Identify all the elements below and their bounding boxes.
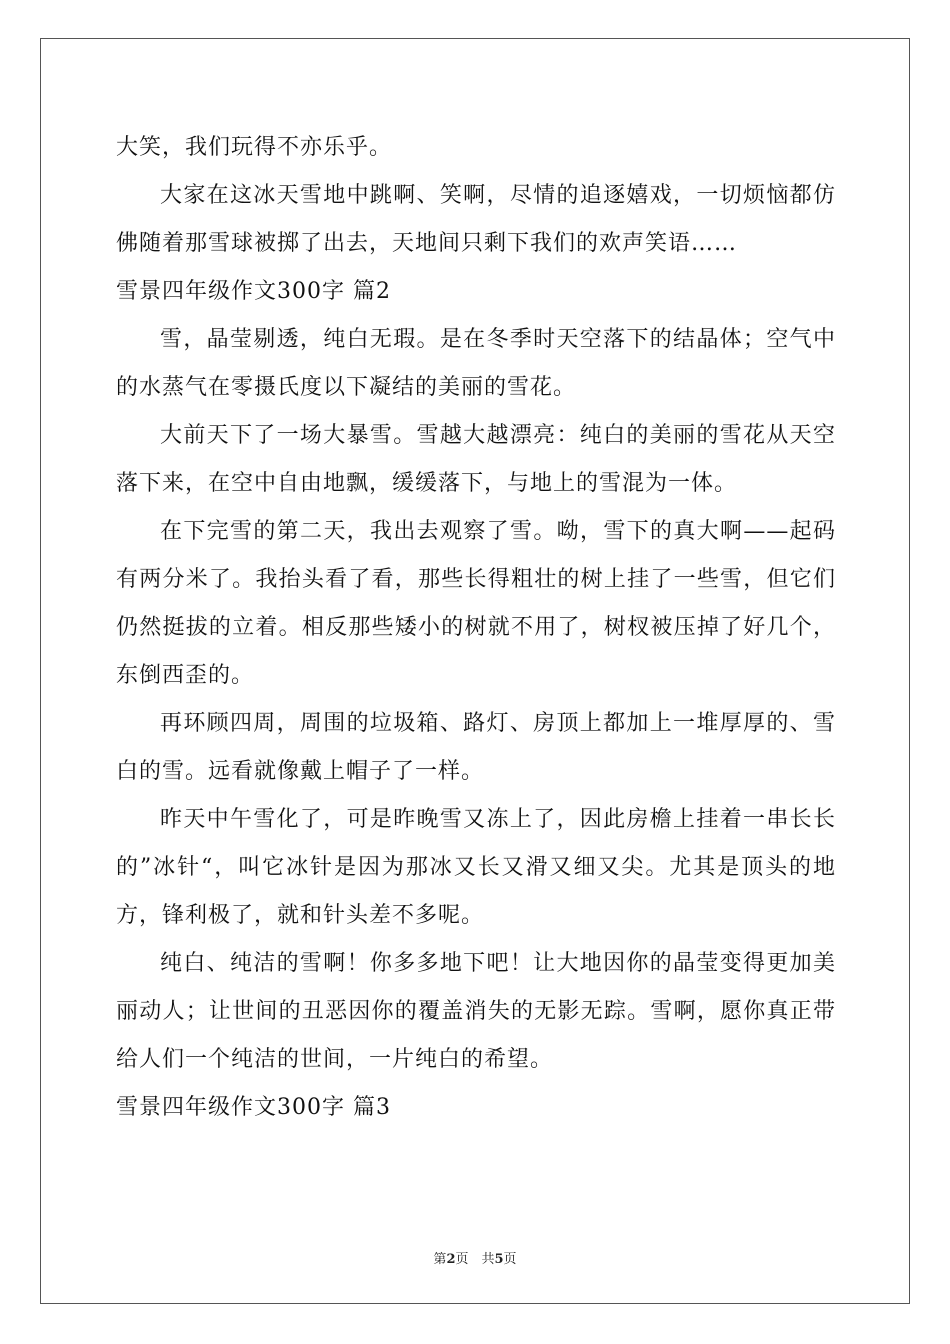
paragraph: 大家在这冰天雪地中跳啊、笑啊，尽情的追逐嬉戏，一切烦恼都仿佛随着那雪球被掷了出去，天地间只剩下我们的欢声笑语……	[116, 183, 836, 256]
paragraph: 大笑，我们玩得不亦乐乎。	[116, 135, 393, 160]
paragraph: 大前天下了一场大暴雪。雪越大越漂亮：纯白的美丽的雪花从天空落下来，在空中自由地飘，缓缓落下，与地上的雪混为一体。	[116, 423, 836, 496]
document-body	[116, 124, 836, 1132]
footer-suffix: 页	[503, 1252, 517, 1267]
paragraph: 纯白、纯洁的雪啊！你多多地下吧！让大地因你的晶莹变得更加美丽动人；让世间的丑恶因你的覆盖消失的无影无踪。雪啊，愿你真正带给人们一个纯洁的世间，一片纯白的希望。	[116, 951, 836, 1072]
current-page-number: 2	[446, 1252, 456, 1267]
footer-mid: 页 共	[455, 1252, 495, 1267]
paragraph: 再环顾四周，周围的垃圾箱、路灯、房顶上都加上一堆厚厚的、雪白的雪。远看就像戴上帽子了一样。	[116, 711, 836, 784]
paragraph: 雪，晶莹剔透，纯白无瑕。是在冬季时天空落下的结晶体；空气中的水蒸气在零摄氏度以下凝结的美丽的雪花。	[116, 327, 836, 400]
section-heading: 雪景四年级作文300字 篇2	[116, 279, 391, 304]
section-heading: 雪景四年级作文300字 篇3	[116, 1095, 391, 1120]
paragraph: 在下完雪的第二天，我出去观察了雪。呦，雪下的真大啊——起码有两分米了。我抬头看了看，那些长得粗壮的树上挂了一些雪，但它们仍然挺拔的立着。相反那些矮小的树就不用了，树杈被压掉了好几个，东倒西歪的。	[116, 519, 836, 688]
footer-prefix: 第	[433, 1252, 447, 1267]
total-pages-number: 5	[494, 1252, 504, 1267]
paragraph: 昨天中午雪化了，可是昨晚雪又冻上了，因此房檐上挂着一串长长的”冰针“，叫它冰针是因为那冰又长又滑又细又尖。尤其是顶头的地方，锋利极了，就和针头差不多呢。	[116, 807, 836, 928]
page-footer	[0, 1248, 950, 1267]
